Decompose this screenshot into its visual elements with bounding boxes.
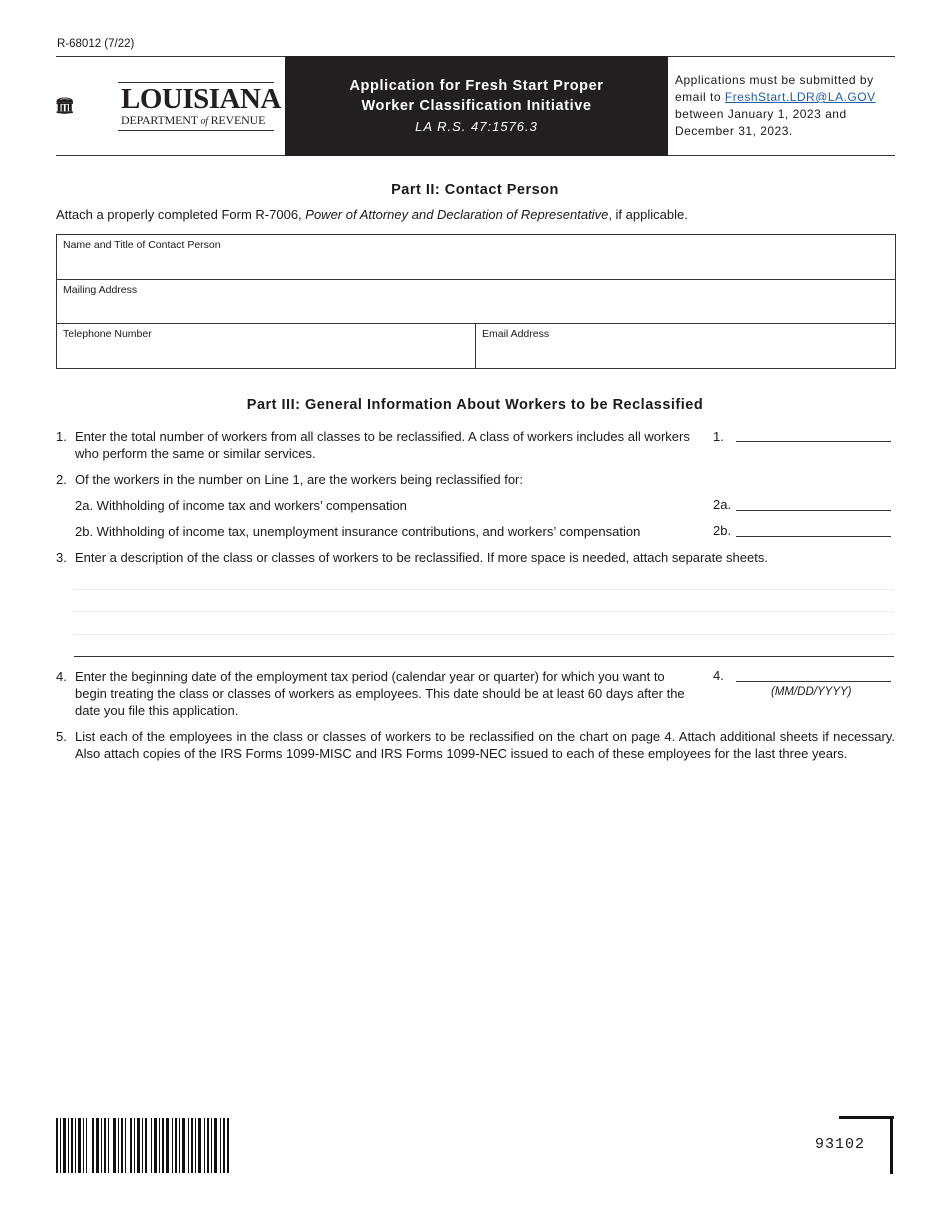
form-title-line2: Worker Classification Initiative [361,98,592,114]
form-title-box [285,56,668,156]
name-title-label: Name and Title of Contact Person [63,239,221,251]
q4-date-format: (MM/DD/YYYY) [771,686,852,698]
submit-email-link[interactable]: FreshStart.LDR@LA.GOV [724,90,876,104]
q2-text: Of the workers in the number on Line 1, are the workers being reclassified for: [75,472,523,487]
q3-number: 3. [56,550,67,565]
logo-dept-pre: DEPARTMENT [121,113,201,127]
logo-department [121,113,265,128]
q2b-text: 2b. Withholding of income tax, unemployment insurance contributions, and workers’ compensation [75,524,641,539]
part3-title: Part III: General Information About Workers to be Reclassified [246,397,704,413]
registration-mark-vertical [890,1116,893,1174]
telephone-label: Telephone Number [63,328,152,340]
q1-line-label: 1. [713,429,724,444]
form-title-line1: Application for Fresh Start Proper [349,78,604,94]
q3-writing-line-2[interactable] [74,611,894,612]
logo-name: LOUISIANA [121,83,281,115]
registration-mark-horizontal [839,1116,894,1119]
statute-reference: LA R.S. 47:1576.3 [415,119,538,134]
q3-writing-line-4[interactable] [74,656,894,657]
mailing-address-label: Mailing Address [63,284,138,296]
q4-text: Enter the beginning date of the employment tax period (calendar year or quarter) for which you want to begin treating the class or classes of workers as employees. This date should be at least 60 days after the date you file this application. [75,669,685,718]
barcode-icon [56,1118,231,1173]
q1-number: 1. [56,429,67,444]
q2-number: 2. [56,472,67,487]
mailing-address-field[interactable] [57,280,895,324]
form-number: R-68012 (7/22) [57,38,135,50]
name-title-field[interactable] [57,235,895,280]
page-code: 93102 [815,1136,866,1153]
q2b-answer-line[interactable] [736,536,891,537]
q3-writing-line-3[interactable] [74,634,894,635]
q4-line-label: 4. [713,668,724,683]
q2a-answer-line[interactable] [736,510,891,511]
louisiana-capitol-logo-icon [56,76,118,136]
q4-number: 4. [56,669,67,684]
q5-text: List each of the employees in the class or classes of workers to be reclassified on the chart on page 4. Attach additional sheets if necessary. Also attach copies of the IRS Forms 1099-MISC and IRS Forms 1099-NEC issued to each of these employees for the last three years. [75,729,895,761]
q5-number: 5. [56,729,67,744]
q2b-line-label: 2b. [713,523,732,538]
q3-text: Enter a description of the class or classes of workers to be reclassified. If more space is needed, attach separate sheets. [75,550,768,565]
logo-dept-of: of [200,116,208,127]
q2a-text: 2a. Withholding of income tax and workers’ compensation [75,498,407,513]
submit-post: between January 1, 2023 and December 31, 2023. [675,107,847,138]
logo-dept-post: REVENUE [207,113,266,127]
logo-rule-bottom [118,130,274,131]
contact-person-table [56,234,896,369]
email-field[interactable] [476,324,895,368]
submission-instructions [675,72,895,140]
telephone-field[interactable] [57,324,476,368]
q1-answer-line[interactable] [736,441,891,442]
form-title [285,76,668,116]
attach-post: , if applicable. [608,207,688,222]
q2a-line-label: 2a. [713,497,732,512]
q3-writing-line-1[interactable] [74,589,894,590]
part2-attach-note [56,207,688,222]
attach-italic: Power of Attorney and Declaration of Representative [305,207,609,222]
submit-pre: Applications must be submitted by email to [675,73,874,104]
attach-pre: Attach a properly completed Form R-7006, [56,207,306,222]
q4-date-answer-line[interactable] [736,681,891,682]
q1-text: Enter the total number of workers from all classes to be reclassified. A class of workers includes all workers who perform the same or similar services. [75,429,690,461]
email-label: Email Address [482,328,550,340]
part2-title: Part II: Contact Person [391,182,559,198]
